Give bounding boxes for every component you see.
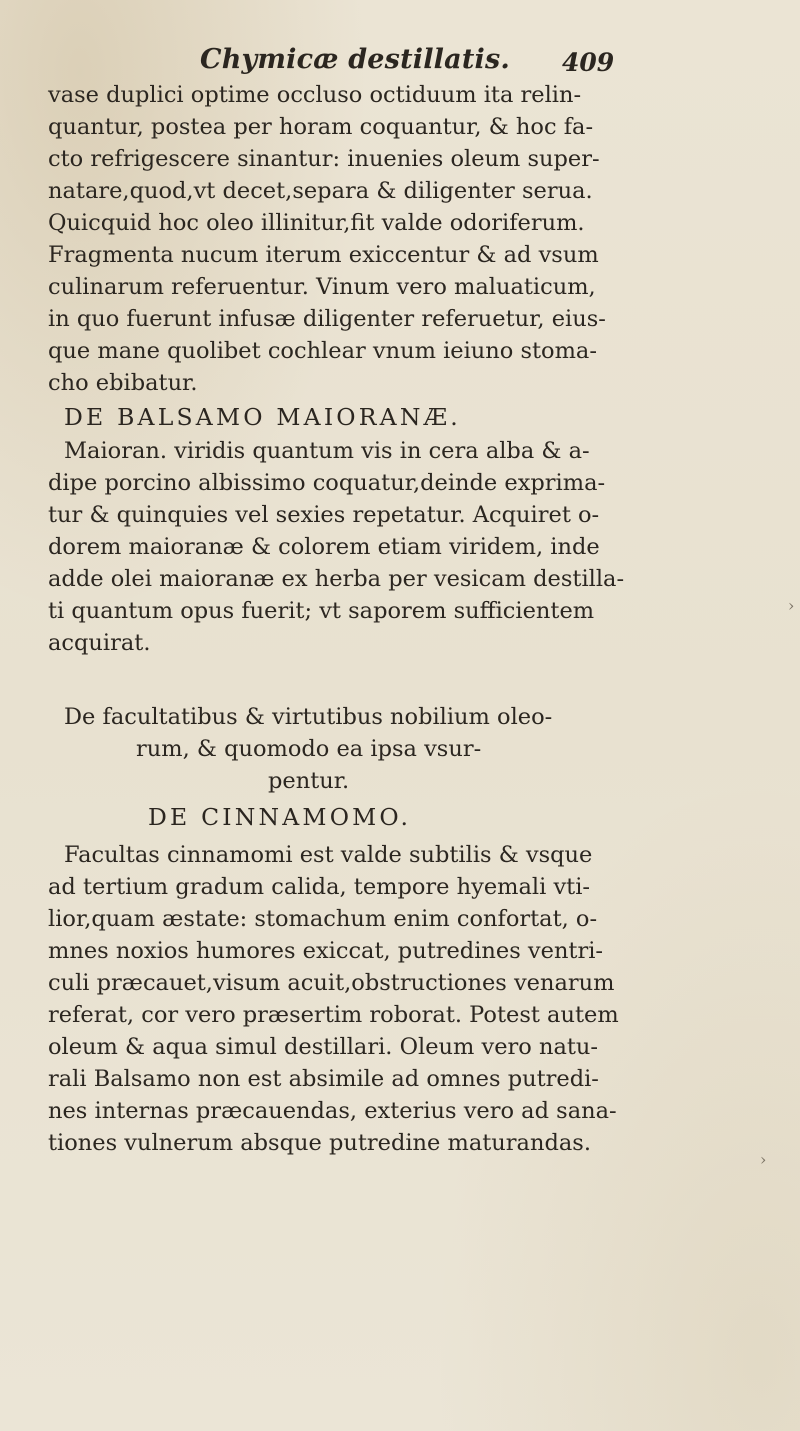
text-line: natare,quod,vt decet,separa & diligenter serua.: [48, 178, 593, 204]
text-line: ti quantum opus fuerit; vt saporem sufficientem: [48, 598, 595, 624]
running-title: Chymicæ destillatis.: [200, 44, 510, 75]
text-line: tiones vulnerum absque putredine maturandas.: [48, 1130, 591, 1156]
text-line: Fragmenta nucum iterum exiccentur & ad vsum: [48, 242, 599, 268]
text-line: Facultas cinnamomi est valde subtilis & vsque: [64, 842, 593, 868]
text-line: dorem maioranæ & colorem etiam viridem, inde: [48, 534, 600, 560]
text-line: cho ebibatur.: [48, 370, 198, 396]
text-line: Maioran. viridis quantum vis in cera alba & a-: [64, 438, 590, 464]
text-line: referat, cor vero præsertim roborat. Potest autem: [48, 1002, 619, 1028]
text-line: adde olei maioranæ ex herba per vesicam destilla-: [48, 566, 625, 592]
page-number: 409: [562, 48, 615, 77]
text-line: dipe porcino albissimo coquatur,deinde exprima-: [48, 470, 606, 496]
text-line: in quo fuerunt infusæ diligenter referuetur, eius-: [48, 306, 606, 332]
text-line: culi præcauet,visum acuit,obstructiones venarum: [48, 970, 615, 996]
section-heading: DE BALSAMO MAIORANÆ.: [64, 403, 461, 431]
text-line: tur & quinquies vel sexies repetatur. Acquiret o-: [48, 502, 600, 528]
text-line: que mane quolibet cochlear vnum ieiuno stoma-: [48, 338, 597, 364]
margin-mark: ›: [760, 1150, 767, 1169]
text-line: culinarum referuentur. Vinum vero maluaticum,: [48, 274, 596, 300]
text-line: ad tertium gradum calida, tempore hyemali vti-: [48, 874, 591, 900]
text-line: acquirat.: [48, 630, 151, 656]
text-line: quantur, postea per horam coquantur, & hoc fa-: [48, 114, 594, 140]
text-line: vase duplici optime occluso octiduum ita relin-: [48, 82, 582, 108]
page-header: [0, 44, 800, 84]
text-line: rali Balsamo non est absimile ad omnes putredi-: [48, 1066, 599, 1092]
margin-mark: ›: [788, 596, 795, 615]
chapter-title-line: rum, & quomodo ea ipsa vsur-: [136, 736, 482, 762]
text-line: oleum & aqua simul destillari. Oleum vero natu-: [48, 1034, 599, 1060]
section-heading: DE CINNAMOMO.: [148, 803, 412, 831]
text-line: mnes noxios humores exiccat, putredines ventri-: [48, 938, 604, 964]
text-line: cto refrigescere sinantur: inuenies oleum super-: [48, 146, 600, 172]
text-line: lior,quam æstate: stomachum enim confortat, o-: [48, 906, 598, 932]
text-line: nes internas præcauendas, exterius vero ad sana-: [48, 1098, 617, 1124]
chapter-title-line: De facultatibus & virtutibus nobilium oleo-: [64, 704, 553, 730]
text-line: Quicquid hoc oleo illinitur,fit valde odoriferum.: [48, 210, 585, 236]
chapter-title-line: pentur.: [268, 768, 350, 794]
